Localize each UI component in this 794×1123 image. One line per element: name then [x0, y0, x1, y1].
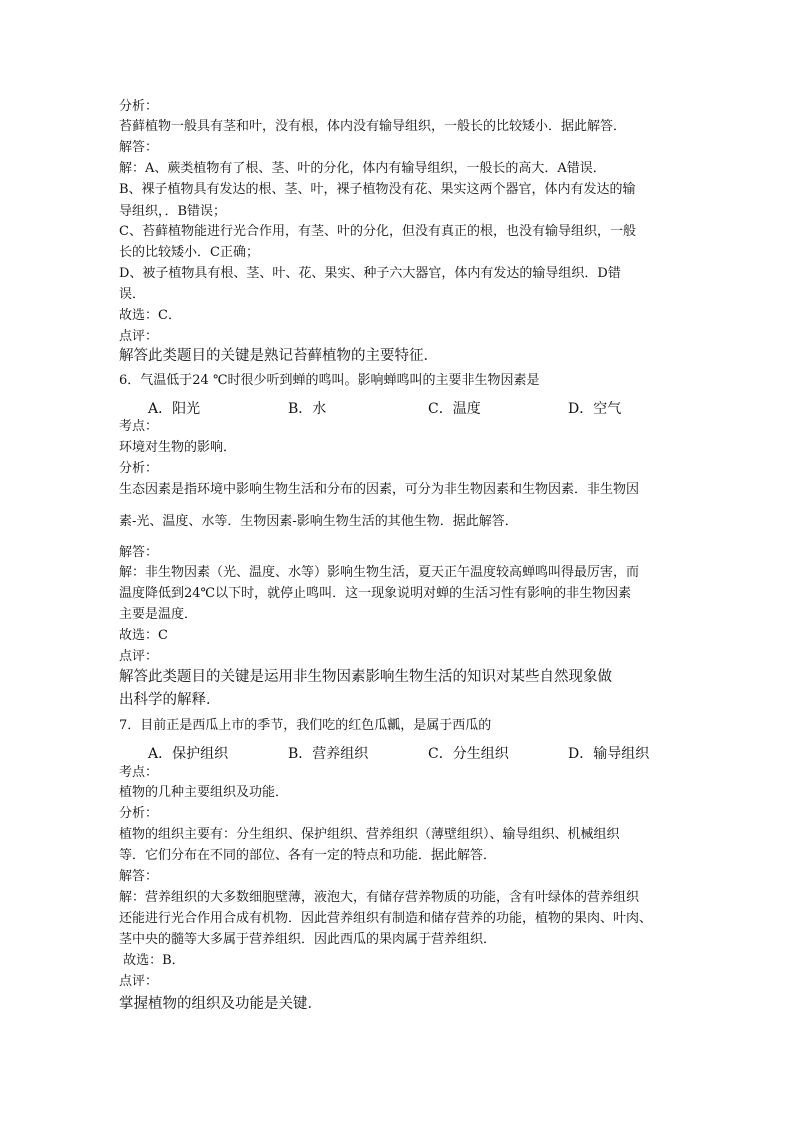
kaodian-text: 环境对生物的影响． — [119, 440, 237, 455]
analysis-label: 分析： — [119, 806, 159, 821]
answer-line: 长的比较矮小．C正确； — [119, 245, 259, 260]
analysis-line: 生态因素是指环境中影响生物生活和分布的因素，可分为非生物因素和生物因素．非生物因 — [119, 482, 640, 497]
analysis-line: 等．它们分布在不同的部位、各有一定的特点和功能．据此解答． — [119, 848, 497, 863]
option-b: B．水 — [288, 401, 327, 417]
kaodian-label: 考点： — [119, 765, 159, 780]
question-6-stem: 6．气温低于24 ℃时很少听到蝉的鸣叫。影响蝉鸣叫的主要非生物因素是 — [119, 373, 540, 388]
comment-text: 解答此类题目的关键是熟记苔藓植物的主要特征． — [119, 348, 438, 364]
option-a: A．阳光 — [148, 401, 201, 417]
comment-label: 点评： — [119, 974, 159, 989]
choice-text: 故选：C． — [119, 308, 181, 323]
answer-line: 导组织，．B错误； — [119, 204, 227, 219]
comment-line: 解答此类题目的关键是运用非生物因素影响生物生活的知识对某些自然现象做 — [119, 669, 612, 685]
option-c: C．温度 — [428, 401, 481, 417]
option-a: A．保护组织 — [148, 746, 229, 762]
question-7-stem: 7．目前正是西瓜上市的季节，我们吃的红色瓜瓤，是属于西瓜的 — [119, 718, 492, 733]
answer-line: D、被子植物具有根、茎、叶、花、果实、种子六大器官，体内有发达的输导组织．D错 — [119, 266, 621, 281]
answer-line: 主要是温度． — [119, 607, 198, 622]
answer-label: 解答： — [119, 545, 159, 560]
answer-label: 解答： — [119, 140, 159, 155]
question-6-options — [148, 398, 708, 417]
kaodian-label: 考点： — [119, 419, 159, 434]
question-7-options — [148, 743, 708, 762]
comment-line: 出科学的解释． — [119, 692, 221, 708]
comment-label: 点评： — [119, 649, 159, 664]
option-c: C．分生组织 — [428, 746, 509, 762]
choice-text: 故选：B． — [119, 953, 185, 968]
analysis-label: 分析： — [119, 99, 159, 114]
answer-line: 解：非生物因素（光、温度、水等）影响生物生活，夏天正午温度较高蝉鸣叫得最厉害，而 — [119, 565, 640, 580]
comment-label: 点评： — [119, 329, 159, 344]
kaodian-text: 植物的几种主要组织及功能． — [119, 785, 289, 800]
answer-line: 温度降低到24℃以下时，就停止鸣叫．这一现象说明对蝉的生活习性有影响的非生物因素 — [119, 586, 632, 601]
answer-label: 解答： — [119, 869, 159, 884]
answer-line: 解：A、蕨类植物有了根、茎、叶的分化，体内有输导组织，一般长的高大．A错误． — [119, 161, 606, 176]
answer-line: C、苔藓植物能进行光合作用，有茎、叶的分化，但没有真正的根，也没有输导组织，一般 — [119, 224, 636, 239]
option-d: D．输导组织 — [568, 746, 650, 762]
choice-text: 故选：C — [119, 628, 168, 643]
analysis-text: 苔藓植物一般具有茎和叶，没有根，体内没有输导组织，一般长的比较矮小．据此解答． — [119, 119, 627, 134]
option-d: D．空气 — [568, 401, 622, 417]
answer-line: 解：营养组织的大多数细胞壁薄，液泡大，有储存营养物质的功能，含有叶绿体的营养组织 — [119, 890, 640, 905]
comment-text: 掌握植物的组织及功能是关键． — [119, 996, 322, 1012]
analysis-label: 分析： — [119, 461, 159, 476]
answer-line: 误． — [119, 287, 146, 302]
answer-line: 茎中央的髓等大多属于营养组织．因此西瓜的果肉属于营养组织． — [119, 932, 497, 947]
answer-line: 还能进行光合作用合成有机物．因此营养组织有制造和储存营养的功能，植物的果肉、叶肉、 — [119, 911, 653, 926]
analysis-line: 素-光、温度、水等．生物因素-影响生物生活的其他生物．据此解答． — [119, 514, 518, 529]
analysis-line: 植物的组织主要有：分生组织、保护组织、营养组织（薄壁组织）、输导组织、机械组织 — [119, 827, 620, 842]
answer-line: B、裸子植物具有发达的根、茎、叶，裸子植物没有花、果实这两个器官，体内有发达的输 — [119, 182, 636, 197]
option-b: B．营养组织 — [288, 746, 369, 762]
